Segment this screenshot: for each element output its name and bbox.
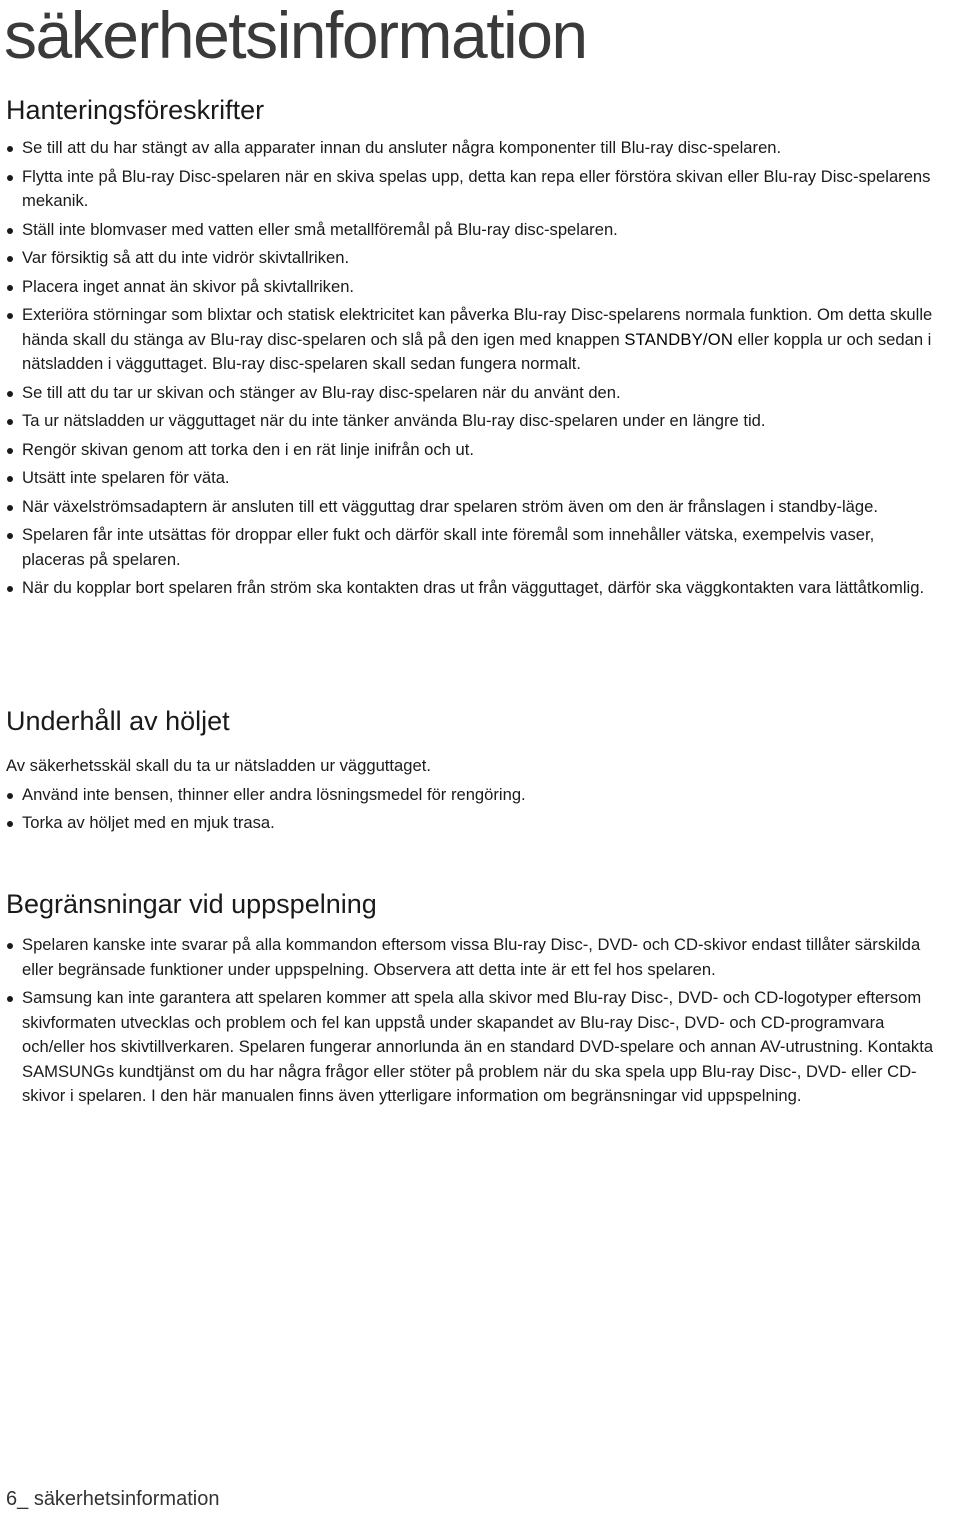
list-item: Flytta inte på Blu-ray Disc-spelaren när en skiva spelas upp, detta kan repa eller förstöra skivan eller Blu-ray Disc-spelarens mekanik. <box>6 165 940 214</box>
section-heading-handling: Hanteringsföreskrifter <box>6 95 265 125</box>
list-item: Se till att du har stängt av alla apparater innan du ansluter några komponenter till Blu-ray disc-spelaren. <box>6 136 940 161</box>
list-item: Se till att du tar ur skivan och stänger av Blu-ray disc-spelaren när du använt den. <box>6 381 940 406</box>
list-item: Placera inget annat än skivor på skivtallriken. <box>6 275 940 300</box>
list-item: När växelströmsadaptern är ansluten till ett vägguttag drar spelaren ström även om den är frånslagen i standby-läge. <box>6 495 940 520</box>
standby-on-key-label: STANDBY/ON <box>624 329 734 349</box>
section-heading-playback-restrictions: Begränsningar vid uppspelning <box>6 889 377 919</box>
footer-label: säkerhetsinformation <box>33 1488 220 1510</box>
list-item: När du kopplar bort spelaren från ström ska kontakten dras ut från vägguttaget, därför ska väggkontakten vara lättåtkomlig. <box>6 576 940 601</box>
list-item: Var försiktig så att du inte vidrör skivtallriken. <box>6 246 940 271</box>
list-item: Ställ inte blomvaser med vatten eller små metallföremål på Blu-ray disc-spelaren. <box>6 218 940 243</box>
section-handling <box>6 93 940 601</box>
section-intro: Av säkerhetsskäl skall du ta ur nätsladden ur vägguttaget. <box>6 756 431 775</box>
list-item: Utsätt inte spelaren för väta. <box>6 466 940 491</box>
page-title: säkerhetsinformation <box>4 0 587 72</box>
section-heading-cabinet-care: Underhåll av höljet <box>6 706 230 736</box>
list-item: Samsung kan inte garantera att spelaren kommer att spela alla skivor med Blu-ray Disc-, DVD- och CD-logotyper eftersom skivformaten utvecklas och problem och fel kan uppstå under skapandet av Blu-ray Disc-, DVD- och CD-programvara och/eller hos skivtillverkaren. Spelaren fungerar annorlunda än en standard DVD-spelare och annan AV-utrustning. Kontakta SAMSUNGs kundtjänst om du har några frågor eller stöter på problem när du ska spela upp Blu-ray Disc-, DVD- eller CD-skivor i spelaren. I den här manualen finns även ytterligare information om begränsningar vid uppspelning. <box>6 986 940 1109</box>
cabinet-care-bullet-list <box>6 783 940 836</box>
list-item: Torka av höljet med en mjuk trasa. <box>6 811 940 836</box>
section-cabinet-care <box>6 704 940 836</box>
handling-bullet-list <box>6 136 940 601</box>
text-segment: eller koppla ur och sedan i nätsladden i vägguttaget. Blu-ray disc-spelaren skall sedan fungera normalt. <box>22 329 932 373</box>
playback-restrictions-bullet-list <box>6 933 940 1109</box>
section-playback-restrictions <box>6 887 940 1109</box>
list-item: Ta ur nätsladden ur vägguttaget när du inte tänker använda Blu-ray disc-spelaren under en längre tid. <box>6 409 940 434</box>
text-segment: Exteriöra störningar som blixtar och statisk elektricitet kan påverka Blu-ray Disc-spelarens normala funktion. Om detta skulle hända skall du stänga av Blu-ray disc-spelaren och slå på den igen med knappen <box>22 305 933 349</box>
list-item <box>6 303 940 377</box>
list-item: Spelaren kanske inte svarar på alla kommandon eftersom vissa Blu-ray Disc-, DVD- och CD-skivor endast tillåter särskilda eller begränsade funktioner under uppspelning. Observera att detta inte är ett fel hos spelaren. <box>6 933 940 982</box>
list-item: Spelaren får inte utsättas för droppar eller fukt och därför skall inte föremål som innehåller vätska, exempelvis vaser, placeras på spelaren. <box>6 523 940 572</box>
page-number: 6_ <box>6 1488 29 1510</box>
list-item: Använd inte bensen, thinner eller andra lösningsmedel för rengöring. <box>6 783 940 808</box>
list-item: Rengör skivan genom att torka den i en rät linje inifrån och ut. <box>6 438 940 463</box>
page-footer <box>6 1486 219 1512</box>
